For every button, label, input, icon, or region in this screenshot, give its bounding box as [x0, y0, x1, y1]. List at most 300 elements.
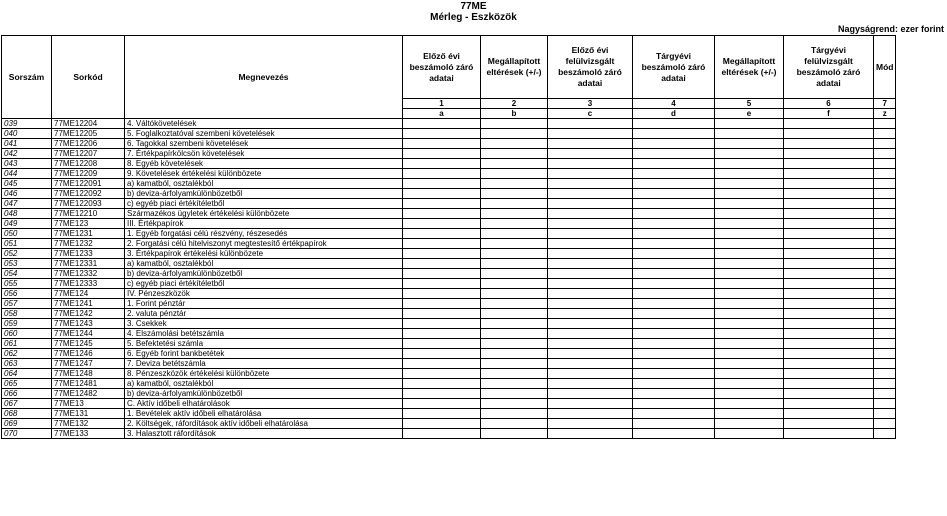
col-number: 7 [874, 99, 896, 109]
value-cell[interactable] [633, 339, 715, 349]
row-name: b) deviza-árfolyamkülönbözetből [125, 389, 403, 399]
row-number: 041 [2, 139, 52, 149]
col-number: 1 [403, 99, 481, 109]
row-code: 77ME122092 [52, 189, 125, 199]
value-cell[interactable] [403, 169, 481, 179]
table-row [2, 409, 896, 419]
value-cell[interactable] [403, 149, 481, 159]
value-cell[interactable] [481, 269, 548, 279]
value-cell[interactable] [715, 269, 784, 279]
row-number: 067 [2, 399, 52, 409]
value-cell[interactable] [481, 159, 548, 169]
value-cell[interactable] [784, 379, 874, 389]
value-cell[interactable] [784, 189, 874, 199]
value-cell[interactable] [874, 369, 896, 379]
value-cell[interactable] [715, 169, 784, 179]
value-cell[interactable] [481, 199, 548, 209]
value-cell[interactable] [874, 169, 896, 179]
value-cell[interactable] [874, 239, 896, 249]
value-cell[interactable] [874, 389, 896, 399]
value-cell[interactable] [633, 149, 715, 159]
value-cell[interactable] [403, 179, 481, 189]
value-cell[interactable] [481, 359, 548, 369]
row-name: 8. Pénzeszközök értékelési különbözete [125, 369, 403, 379]
value-cell[interactable] [784, 399, 874, 409]
value-cell[interactable] [481, 149, 548, 159]
value-cell[interactable] [874, 249, 896, 259]
col-letter: e [715, 109, 784, 119]
value-cell[interactable] [715, 399, 784, 409]
row-number: 054 [2, 269, 52, 279]
value-cell[interactable] [548, 239, 633, 249]
row-number: 069 [2, 419, 52, 429]
value-cell[interactable] [874, 429, 896, 439]
value-cell[interactable] [784, 309, 874, 319]
value-cell[interactable] [548, 229, 633, 239]
row-number: 061 [2, 339, 52, 349]
row-name: 3. Értékpapírok értékelési különbözete [125, 249, 403, 259]
row-number: 063 [2, 359, 52, 369]
value-cell[interactable] [874, 159, 896, 169]
value-cell[interactable] [403, 219, 481, 229]
report-subtitle: Mérleg - Eszközök [430, 12, 517, 23]
table-row [2, 129, 896, 139]
value-cell[interactable] [403, 389, 481, 399]
value-cell[interactable] [633, 299, 715, 309]
value-cell[interactable] [784, 269, 874, 279]
value-cell[interactable] [874, 129, 896, 139]
row-number: 055 [2, 279, 52, 289]
row-name: 7. Deviza betétszámla [125, 359, 403, 369]
value-cell[interactable] [784, 219, 874, 229]
table-row [2, 219, 896, 229]
value-cell[interactable] [633, 219, 715, 229]
value-cell[interactable] [784, 239, 874, 249]
value-cell[interactable] [548, 309, 633, 319]
value-cell[interactable] [403, 279, 481, 289]
col-letter: d [633, 109, 715, 119]
value-cell[interactable] [715, 379, 784, 389]
row-code: 77ME1233 [52, 249, 125, 259]
value-cell[interactable] [633, 169, 715, 179]
row-number: 070 [2, 429, 52, 439]
value-cell[interactable] [633, 139, 715, 149]
value-cell[interactable] [715, 319, 784, 329]
value-cell[interactable] [784, 209, 874, 219]
value-cell[interactable] [633, 209, 715, 219]
value-cell[interactable] [481, 429, 548, 439]
row-name: a) kamatból, osztalékból [125, 179, 403, 189]
value-cell[interactable] [715, 149, 784, 159]
value-cell[interactable] [715, 139, 784, 149]
value-cell[interactable] [874, 419, 896, 429]
value-cell[interactable] [784, 279, 874, 289]
value-cell[interactable] [874, 379, 896, 389]
value-cell[interactable] [784, 429, 874, 439]
value-cell[interactable] [715, 359, 784, 369]
row-number: 062 [2, 349, 52, 359]
value-cell[interactable] [633, 369, 715, 379]
col-4: Tárgyévi beszámoló záró adatai [633, 36, 715, 99]
value-cell[interactable] [715, 279, 784, 289]
value-cell[interactable] [403, 189, 481, 199]
value-cell[interactable] [481, 179, 548, 189]
value-cell[interactable] [633, 379, 715, 389]
value-cell[interactable] [715, 339, 784, 349]
value-cell[interactable] [548, 139, 633, 149]
col-7: Mód [874, 36, 896, 99]
row-code: 77ME12332 [52, 269, 125, 279]
value-cell[interactable] [481, 419, 548, 429]
value-cell[interactable] [481, 229, 548, 239]
value-cell[interactable] [715, 309, 784, 319]
row-name: c) egyéb piaci értékítéletből [125, 279, 403, 289]
value-cell[interactable] [874, 229, 896, 239]
value-cell[interactable] [784, 259, 874, 269]
table-row [2, 179, 896, 189]
value-cell[interactable] [874, 289, 896, 299]
value-cell[interactable] [784, 159, 874, 169]
value-cell[interactable] [874, 179, 896, 189]
value-cell[interactable] [715, 429, 784, 439]
value-cell[interactable] [874, 299, 896, 309]
value-cell[interactable] [874, 309, 896, 319]
value-cell[interactable] [715, 369, 784, 379]
row-name: 7. Értékpapírkölcsön követelések [125, 149, 403, 159]
value-cell[interactable] [548, 339, 633, 349]
col-letter: a [403, 109, 481, 119]
value-cell[interactable] [715, 239, 784, 249]
row-code: 77ME12208 [52, 159, 125, 169]
row-number: 048 [2, 209, 52, 219]
value-cell[interactable] [481, 189, 548, 199]
value-cell[interactable] [633, 349, 715, 359]
value-cell[interactable] [784, 419, 874, 429]
value-cell[interactable] [403, 419, 481, 429]
value-cell[interactable] [403, 379, 481, 389]
table-row [2, 119, 896, 129]
value-cell[interactable] [481, 329, 548, 339]
value-cell[interactable] [874, 219, 896, 229]
value-cell[interactable] [874, 279, 896, 289]
value-cell[interactable] [784, 409, 874, 419]
value-cell[interactable] [481, 279, 548, 289]
value-cell[interactable] [784, 359, 874, 369]
value-cell[interactable] [715, 179, 784, 189]
value-cell[interactable] [548, 279, 633, 289]
value-cell[interactable] [548, 319, 633, 329]
value-cell[interactable] [403, 119, 481, 129]
value-cell[interactable] [633, 119, 715, 129]
row-code: 77ME123 [52, 219, 125, 229]
value-cell[interactable] [784, 249, 874, 259]
value-cell[interactable] [784, 199, 874, 209]
value-cell[interactable] [633, 269, 715, 279]
value-cell[interactable] [784, 329, 874, 339]
value-cell[interactable] [784, 169, 874, 179]
table-row [2, 359, 896, 369]
value-cell[interactable] [715, 289, 784, 299]
value-cell[interactable] [633, 259, 715, 269]
table-row [2, 269, 896, 279]
row-number: 053 [2, 259, 52, 269]
row-name: 8. Egyéb követelések [125, 159, 403, 169]
value-cell[interactable] [481, 209, 548, 219]
value-cell[interactable] [633, 309, 715, 319]
col-megnevezes: Megnevezés [125, 36, 403, 119]
value-cell[interactable] [548, 179, 633, 189]
value-cell[interactable] [633, 419, 715, 429]
row-name: 9. Követelések értékelési különbözete [125, 169, 403, 179]
value-cell[interactable] [874, 349, 896, 359]
value-cell[interactable] [403, 399, 481, 409]
value-cell[interactable] [784, 289, 874, 299]
value-cell[interactable] [784, 369, 874, 379]
value-cell[interactable] [403, 129, 481, 139]
value-cell[interactable] [874, 139, 896, 149]
row-number: 059 [2, 319, 52, 329]
value-cell[interactable] [548, 219, 633, 229]
value-cell[interactable] [481, 299, 548, 309]
value-cell[interactable] [548, 119, 633, 129]
value-cell[interactable] [715, 129, 784, 139]
table-row [2, 149, 896, 159]
value-cell[interactable] [548, 169, 633, 179]
value-cell[interactable] [481, 249, 548, 259]
value-cell[interactable] [403, 329, 481, 339]
value-cell[interactable] [633, 179, 715, 189]
value-cell[interactable] [548, 389, 633, 399]
value-cell[interactable] [633, 429, 715, 439]
value-cell[interactable] [784, 129, 874, 139]
value-cell[interactable] [784, 389, 874, 399]
table-row [2, 299, 896, 309]
value-cell[interactable] [784, 139, 874, 149]
value-cell[interactable] [403, 369, 481, 379]
value-cell[interactable] [481, 169, 548, 179]
table-row [2, 249, 896, 259]
value-cell[interactable] [715, 259, 784, 269]
value-cell[interactable] [874, 359, 896, 369]
row-code: 77ME1245 [52, 339, 125, 349]
value-cell[interactable] [548, 259, 633, 269]
value-cell[interactable] [633, 389, 715, 399]
value-cell[interactable] [403, 139, 481, 149]
col-sorszam: Sorszám [2, 36, 52, 119]
value-cell[interactable] [633, 409, 715, 419]
value-cell[interactable] [548, 369, 633, 379]
value-cell[interactable] [784, 339, 874, 349]
value-cell[interactable] [633, 239, 715, 249]
value-cell[interactable] [715, 229, 784, 239]
value-cell[interactable] [403, 429, 481, 439]
value-cell[interactable] [633, 159, 715, 169]
value-cell[interactable] [548, 199, 633, 209]
value-cell[interactable] [481, 289, 548, 299]
value-cell[interactable] [633, 359, 715, 369]
value-cell[interactable] [403, 229, 481, 239]
value-cell[interactable] [481, 399, 548, 409]
value-cell[interactable] [874, 399, 896, 409]
value-cell[interactable] [481, 219, 548, 229]
value-cell[interactable] [403, 319, 481, 329]
value-cell[interactable] [403, 359, 481, 369]
value-cell[interactable] [548, 189, 633, 199]
value-cell[interactable] [784, 179, 874, 189]
row-code: 77ME1248 [52, 369, 125, 379]
value-cell[interactable] [715, 409, 784, 419]
value-cell[interactable] [548, 269, 633, 279]
value-cell[interactable] [715, 349, 784, 359]
value-cell[interactable] [715, 329, 784, 339]
value-cell[interactable] [481, 389, 548, 399]
value-cell[interactable] [403, 409, 481, 419]
value-cell[interactable] [633, 399, 715, 409]
value-cell[interactable] [403, 269, 481, 279]
value-cell[interactable] [784, 349, 874, 359]
value-cell[interactable] [633, 129, 715, 139]
value-cell[interactable] [715, 209, 784, 219]
value-cell[interactable] [633, 189, 715, 199]
row-number: 060 [2, 329, 52, 339]
row-number: 064 [2, 369, 52, 379]
value-cell[interactable] [715, 249, 784, 259]
value-cell[interactable] [548, 359, 633, 369]
value-cell[interactable] [784, 319, 874, 329]
value-cell[interactable] [548, 159, 633, 169]
row-name: 6. Egyéb forint bankbetétek [125, 349, 403, 359]
value-cell[interactable] [481, 339, 548, 349]
row-number: 066 [2, 389, 52, 399]
value-cell[interactable] [548, 329, 633, 339]
value-cell[interactable] [481, 369, 548, 379]
value-cell[interactable] [548, 379, 633, 389]
value-cell[interactable] [874, 149, 896, 159]
col-5: Megállapított eltérések (+/-) [715, 36, 784, 99]
value-cell[interactable] [715, 219, 784, 229]
value-cell[interactable] [633, 289, 715, 299]
value-cell[interactable] [548, 409, 633, 419]
value-cell[interactable] [874, 259, 896, 269]
value-cell[interactable] [481, 309, 548, 319]
row-number: 052 [2, 249, 52, 259]
value-cell[interactable] [874, 189, 896, 199]
value-cell[interactable] [874, 199, 896, 209]
value-cell[interactable] [548, 419, 633, 429]
value-cell[interactable] [481, 409, 548, 419]
value-cell[interactable] [403, 299, 481, 309]
value-cell[interactable] [633, 249, 715, 259]
value-cell[interactable] [403, 249, 481, 259]
row-name: b) deviza-árfolyamkülönbözetből [125, 189, 403, 199]
value-cell[interactable] [548, 209, 633, 219]
value-cell[interactable] [874, 319, 896, 329]
value-cell[interactable] [481, 239, 548, 249]
value-cell[interactable] [784, 149, 874, 159]
table-row [2, 329, 896, 339]
value-cell[interactable] [633, 319, 715, 329]
value-cell[interactable] [403, 259, 481, 269]
table-row [2, 399, 896, 409]
value-cell[interactable] [874, 119, 896, 129]
value-cell[interactable] [548, 149, 633, 159]
table-row [2, 319, 896, 329]
value-cell[interactable] [403, 209, 481, 219]
value-cell[interactable] [548, 129, 633, 139]
value-cell[interactable] [874, 329, 896, 339]
value-cell[interactable] [481, 379, 548, 389]
value-cell[interactable] [633, 279, 715, 289]
row-code: 77ME1246 [52, 349, 125, 359]
row-code: 77ME12209 [52, 169, 125, 179]
value-cell[interactable] [481, 139, 548, 149]
value-cell[interactable] [715, 389, 784, 399]
value-cell[interactable] [403, 199, 481, 209]
value-cell[interactable] [874, 209, 896, 219]
value-cell[interactable] [548, 299, 633, 309]
value-cell[interactable] [481, 129, 548, 139]
value-cell[interactable] [481, 349, 548, 359]
value-cell[interactable] [548, 349, 633, 359]
value-cell[interactable] [715, 119, 784, 129]
table-row [2, 169, 896, 179]
value-cell[interactable] [715, 189, 784, 199]
value-cell[interactable] [715, 199, 784, 209]
value-cell[interactable] [715, 419, 784, 429]
col-number: 5 [715, 99, 784, 109]
row-number: 044 [2, 169, 52, 179]
value-cell[interactable] [784, 119, 874, 129]
value-cell[interactable] [874, 269, 896, 279]
value-cell[interactable] [633, 229, 715, 239]
row-code: 77ME12482 [52, 389, 125, 399]
value-cell[interactable] [403, 289, 481, 299]
row-number: 039 [2, 119, 52, 129]
value-cell[interactable] [548, 249, 633, 259]
value-cell[interactable] [548, 289, 633, 299]
value-cell[interactable] [633, 329, 715, 339]
value-cell[interactable] [784, 229, 874, 239]
row-name: 4. Elszámolási betétszámla [125, 329, 403, 339]
row-number: 047 [2, 199, 52, 209]
row-code: 77ME1244 [52, 329, 125, 339]
row-code: 77ME131 [52, 409, 125, 419]
col-letter: f [784, 109, 874, 119]
table-row [2, 139, 896, 149]
value-cell[interactable] [481, 119, 548, 129]
row-name: 3. Halasztott ráfordítások [125, 429, 403, 439]
value-cell[interactable] [403, 339, 481, 349]
value-cell[interactable] [403, 159, 481, 169]
value-cell[interactable] [715, 159, 784, 169]
value-cell[interactable] [874, 409, 896, 419]
value-cell[interactable] [784, 299, 874, 309]
table-row [2, 369, 896, 379]
value-cell[interactable] [403, 309, 481, 319]
value-cell[interactable] [403, 349, 481, 359]
value-cell[interactable] [548, 429, 633, 439]
value-cell[interactable] [403, 239, 481, 249]
row-code: 77ME133 [52, 429, 125, 439]
value-cell[interactable] [874, 339, 896, 349]
value-cell[interactable] [633, 199, 715, 209]
table-row [2, 339, 896, 349]
col-6: Tárgyévi felülvizsgált beszámoló záró adatai [784, 36, 874, 99]
value-cell[interactable] [481, 319, 548, 329]
value-cell[interactable] [715, 299, 784, 309]
value-cell[interactable] [548, 399, 633, 409]
value-cell[interactable] [481, 259, 548, 269]
